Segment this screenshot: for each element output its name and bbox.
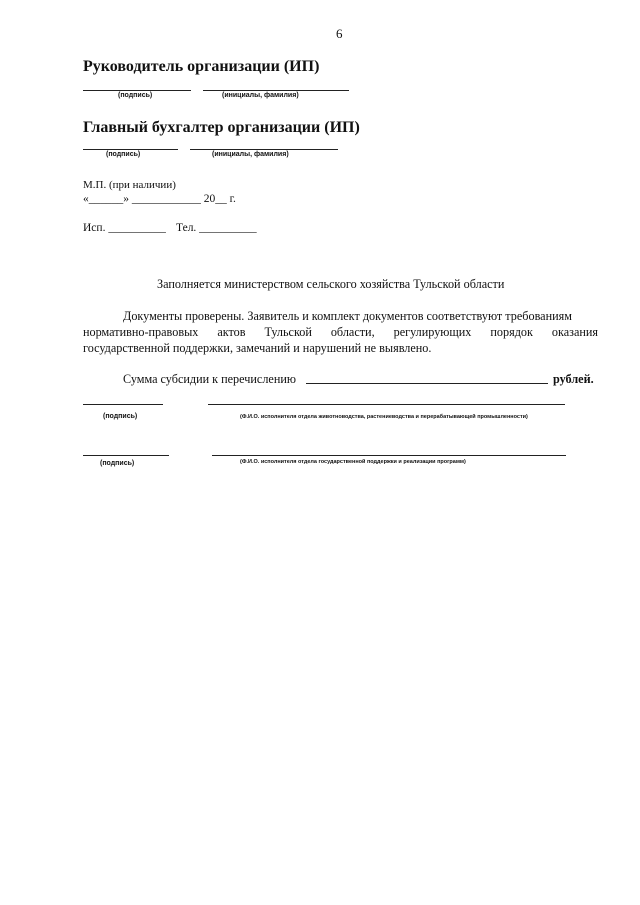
- date-line[interactable]: [83, 193, 236, 205]
- head-signature-line[interactable]: [83, 90, 191, 91]
- year-label: 20__ г.: [203, 193, 236, 205]
- head-signature-caption: (подпись): [118, 92, 153, 99]
- page-number: 6: [336, 26, 343, 41]
- stamp-label: М.П. (при наличии): [83, 179, 176, 191]
- head-name-caption: (инициалы, фамилия): [222, 92, 299, 99]
- verification-line-1: Документы проверены. Заявитель и комплект документов соответствуют требованиям: [123, 309, 572, 323]
- month-blank: ____________: [131, 193, 201, 205]
- signoff2-name-caption: (Ф.И.О. исполнителя отдела государственной поддержки и реализации программ): [240, 459, 466, 465]
- signoff1-signature-line[interactable]: [83, 404, 163, 405]
- subsidy-label: Сумма субсидии к перечислению: [123, 372, 296, 386]
- signoff2-signature-line[interactable]: [83, 455, 169, 456]
- accountant-signature-caption: (подпись): [106, 151, 141, 158]
- ministry-note: Заполняется министерством сельского хозяйства Тульской области: [157, 277, 505, 291]
- subsidy-currency: рублей.: [553, 372, 594, 386]
- signoff2-signature-caption: (подпись): [100, 460, 135, 467]
- signoff2-name-line[interactable]: [212, 455, 566, 456]
- executor-field[interactable]: Исп. __________: [83, 222, 166, 234]
- phone-field[interactable]: Тел. __________: [176, 222, 257, 234]
- verification-line-3: государственной поддержки, замечаний и нарушений не выявлено.: [83, 341, 432, 355]
- accountant-name-line[interactable]: [190, 149, 338, 150]
- signoff1-signature-caption: (подпись): [103, 413, 138, 420]
- accountant-signature-line[interactable]: [83, 149, 178, 150]
- subsidy-amount-line[interactable]: [306, 383, 548, 384]
- close-quote: »: [123, 193, 129, 205]
- head-of-organization-title: Руководитель организации (ИП): [83, 58, 320, 75]
- verification-line-2: нормативно-правовых актов Тульской области, регулирующих порядок оказания: [83, 325, 598, 339]
- day-blank: ______: [88, 193, 124, 205]
- signoff1-name-line[interactable]: [208, 404, 565, 405]
- accountant-name-caption: (инициалы, фамилия): [212, 151, 289, 158]
- chief-accountant-title: Главный бухгалтер организации (ИП): [83, 119, 360, 136]
- signoff1-name-caption: (Ф.И.О. исполнителя отдела животноводства, растениеводства и перерабатывающей промышленности): [240, 414, 528, 420]
- head-name-line[interactable]: [203, 90, 349, 91]
- open-quote: «: [83, 193, 89, 205]
